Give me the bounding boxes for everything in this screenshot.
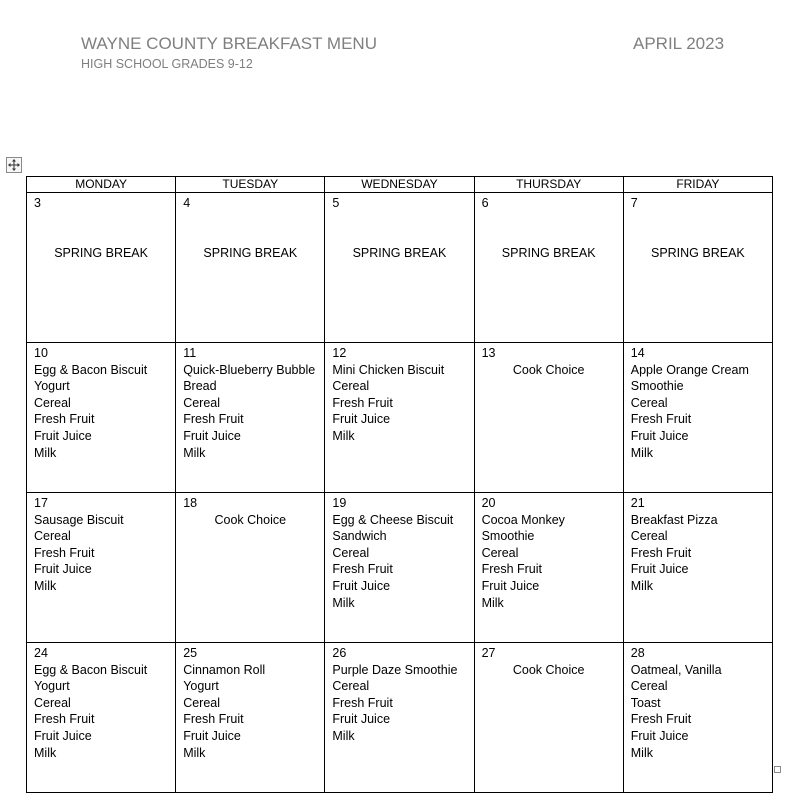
menu-item: Egg & Bacon Biscuit xyxy=(34,662,148,677)
menu-item: Sandwich xyxy=(332,529,387,544)
cook-choice-label: Cook Choice xyxy=(512,662,585,677)
day-cell xyxy=(176,343,325,493)
day-number: 21 xyxy=(630,496,645,510)
spring-break-label: SPRING BREAK xyxy=(650,245,745,260)
menu-item: Toast xyxy=(630,695,661,710)
day-number: 17 xyxy=(34,496,48,510)
menu-item: Fruit Juice xyxy=(630,728,689,743)
menu-item: Fruit Juice xyxy=(183,428,241,443)
menu-item: Fresh Fruit xyxy=(34,412,95,427)
menu-item: Fresh Fruit xyxy=(332,395,393,410)
menu-item: Cereal xyxy=(332,379,370,394)
day-number: 4 xyxy=(183,196,191,210)
day-cell xyxy=(325,493,474,643)
day-cell xyxy=(176,643,325,793)
menu-item: Fruit Juice xyxy=(34,562,92,577)
menu-item: Fresh Fruit xyxy=(34,545,95,560)
spring-break-label: SPRING BREAK xyxy=(203,245,298,260)
day-number: 25 xyxy=(183,646,198,660)
menu-item: Breakfast Pizza xyxy=(630,512,718,527)
menu-item: Apple Orange Cream xyxy=(630,362,749,377)
week-row xyxy=(27,643,773,793)
menu-item: Fruit Juice xyxy=(332,578,391,593)
menu-item: Fruit Juice xyxy=(481,578,540,593)
column-header-tuesday: TUESDAY xyxy=(176,177,325,193)
menu-item: Cereal xyxy=(183,695,221,710)
menu-item: Cocoa Monkey xyxy=(481,512,565,527)
day-number: 13 xyxy=(481,346,496,360)
menu-item: Fresh Fruit xyxy=(332,562,393,577)
day-cell xyxy=(623,193,772,343)
day-cell xyxy=(325,193,474,343)
day-number: 7 xyxy=(630,196,638,210)
day-cell xyxy=(474,193,623,343)
day-number: 27 xyxy=(481,646,496,660)
day-cell xyxy=(27,343,176,493)
menu-item: Cereal xyxy=(630,529,668,544)
menu-item: Quick-Blueberry Bubble xyxy=(183,362,316,377)
menu-item: Yogurt xyxy=(183,679,219,694)
menu-item: Fruit Juice xyxy=(630,562,689,577)
day-cell xyxy=(176,493,325,643)
menu-item: Egg & Cheese Biscuit xyxy=(332,512,454,527)
menu-item: Cereal xyxy=(34,529,71,544)
day-number: 24 xyxy=(34,646,48,660)
day-cell xyxy=(474,643,623,793)
menu-item: Milk xyxy=(183,745,206,760)
menu-item: Fruit Juice xyxy=(332,412,391,427)
day-number: 12 xyxy=(332,346,347,360)
day-cell xyxy=(325,343,474,493)
menu-item: Cinnamon Roll xyxy=(183,662,266,677)
day-number: 3 xyxy=(34,196,41,210)
menu-item: Yogurt xyxy=(34,679,70,694)
column-header-monday: MONDAY xyxy=(27,177,176,193)
day-cell xyxy=(27,643,176,793)
day-number: 26 xyxy=(332,646,347,660)
day-cell xyxy=(474,343,623,493)
day-number: 14 xyxy=(630,346,645,360)
day-cell xyxy=(325,643,474,793)
menu-item: Milk xyxy=(34,445,57,460)
menu-item: Cereal xyxy=(630,679,668,694)
menu-subtitle: HIGH SCHOOL GRADES 9-12 xyxy=(81,57,253,71)
menu-item: Fruit Juice xyxy=(183,728,241,743)
menu-item: Fresh Fruit xyxy=(183,712,244,727)
week-row xyxy=(27,493,773,643)
week-row xyxy=(27,193,773,343)
day-cell xyxy=(623,493,772,643)
resize-square-icon[interactable] xyxy=(774,766,781,773)
menu-item: Cereal xyxy=(630,395,668,410)
menu-item: Oatmeal, Vanilla xyxy=(630,662,722,677)
menu-item: Milk xyxy=(183,445,206,460)
day-number: 19 xyxy=(332,496,347,510)
menu-item: Milk xyxy=(34,578,57,593)
menu-item: Fresh Fruit xyxy=(630,412,692,427)
menu-month: APRIL 2023 xyxy=(633,34,725,53)
day-number: 28 xyxy=(630,646,645,660)
menu-item: Fruit Juice xyxy=(34,728,92,743)
cook-choice-label: Cook Choice xyxy=(512,362,585,377)
menu-item: Cereal xyxy=(481,545,519,560)
menu-item: Fruit Juice xyxy=(630,428,689,443)
day-number: 10 xyxy=(34,346,48,360)
week-row xyxy=(27,343,773,493)
menu-item: Milk xyxy=(630,445,653,460)
menu-item: Mini Chicken Biscuit xyxy=(332,362,445,377)
day-cell xyxy=(27,193,176,343)
menu-item: Fresh Fruit xyxy=(630,545,692,560)
spring-break-label: SPRING BREAK xyxy=(501,245,596,260)
spring-break-label: SPRING BREAK xyxy=(54,245,148,260)
menu-item: Smoothie xyxy=(481,529,535,544)
menu-item: Fresh Fruit xyxy=(183,412,244,427)
day-cell xyxy=(623,643,772,793)
menu-item: Egg & Bacon Biscuit xyxy=(34,362,148,377)
menu-item: Yogurt xyxy=(34,379,70,394)
day-number: 6 xyxy=(481,196,489,210)
day-number: 5 xyxy=(332,196,340,210)
menu-item: Milk xyxy=(332,595,355,610)
day-cell xyxy=(474,493,623,643)
menu-item: Sausage Biscuit xyxy=(34,512,124,527)
menu-item: Fruit Juice xyxy=(34,428,92,443)
move-arrows-icon[interactable] xyxy=(6,157,22,173)
menu-item: Fresh Fruit xyxy=(34,712,95,727)
menu-item: Cereal xyxy=(332,545,370,560)
day-cell xyxy=(27,493,176,643)
column-header-thursday: THURSDAY xyxy=(474,177,623,193)
menu-item: Cereal xyxy=(332,679,370,694)
menu-item: Cereal xyxy=(34,695,71,710)
header-row xyxy=(27,177,773,193)
menu-item: Fruit Juice xyxy=(332,712,391,727)
column-header-friday: FRIDAY xyxy=(623,177,772,193)
menu-item: Fresh Fruit xyxy=(630,712,692,727)
menu-calendar-table xyxy=(26,176,773,793)
menu-item: Milk xyxy=(332,728,355,743)
menu-item: Smoothie xyxy=(630,379,684,394)
day-number: 11 xyxy=(183,346,197,360)
menu-title: WAYNE COUNTY BREAKFAST MENU xyxy=(81,34,377,53)
day-cell xyxy=(176,193,325,343)
menu-item: Milk xyxy=(481,595,504,610)
column-header-wednesday: WEDNESDAY xyxy=(325,177,474,193)
menu-item: Milk xyxy=(34,745,57,760)
menu-item: Milk xyxy=(332,428,355,443)
day-cell xyxy=(623,343,772,493)
menu-item: Cereal xyxy=(183,395,221,410)
menu-item: Milk xyxy=(630,578,653,593)
menu-item: Fresh Fruit xyxy=(481,562,542,577)
menu-item: Cereal xyxy=(34,395,71,410)
spring-break-label: SPRING BREAK xyxy=(352,245,447,260)
day-number: 18 xyxy=(183,496,198,510)
menu-item: Bread xyxy=(183,379,217,394)
menu-item: Fresh Fruit xyxy=(332,695,393,710)
cook-choice-label: Cook Choice xyxy=(214,512,287,527)
day-number: 20 xyxy=(481,496,496,510)
menu-item: Milk xyxy=(630,745,653,760)
menu-item: Purple Daze Smoothie xyxy=(332,662,458,677)
menu-weeks xyxy=(27,193,773,793)
